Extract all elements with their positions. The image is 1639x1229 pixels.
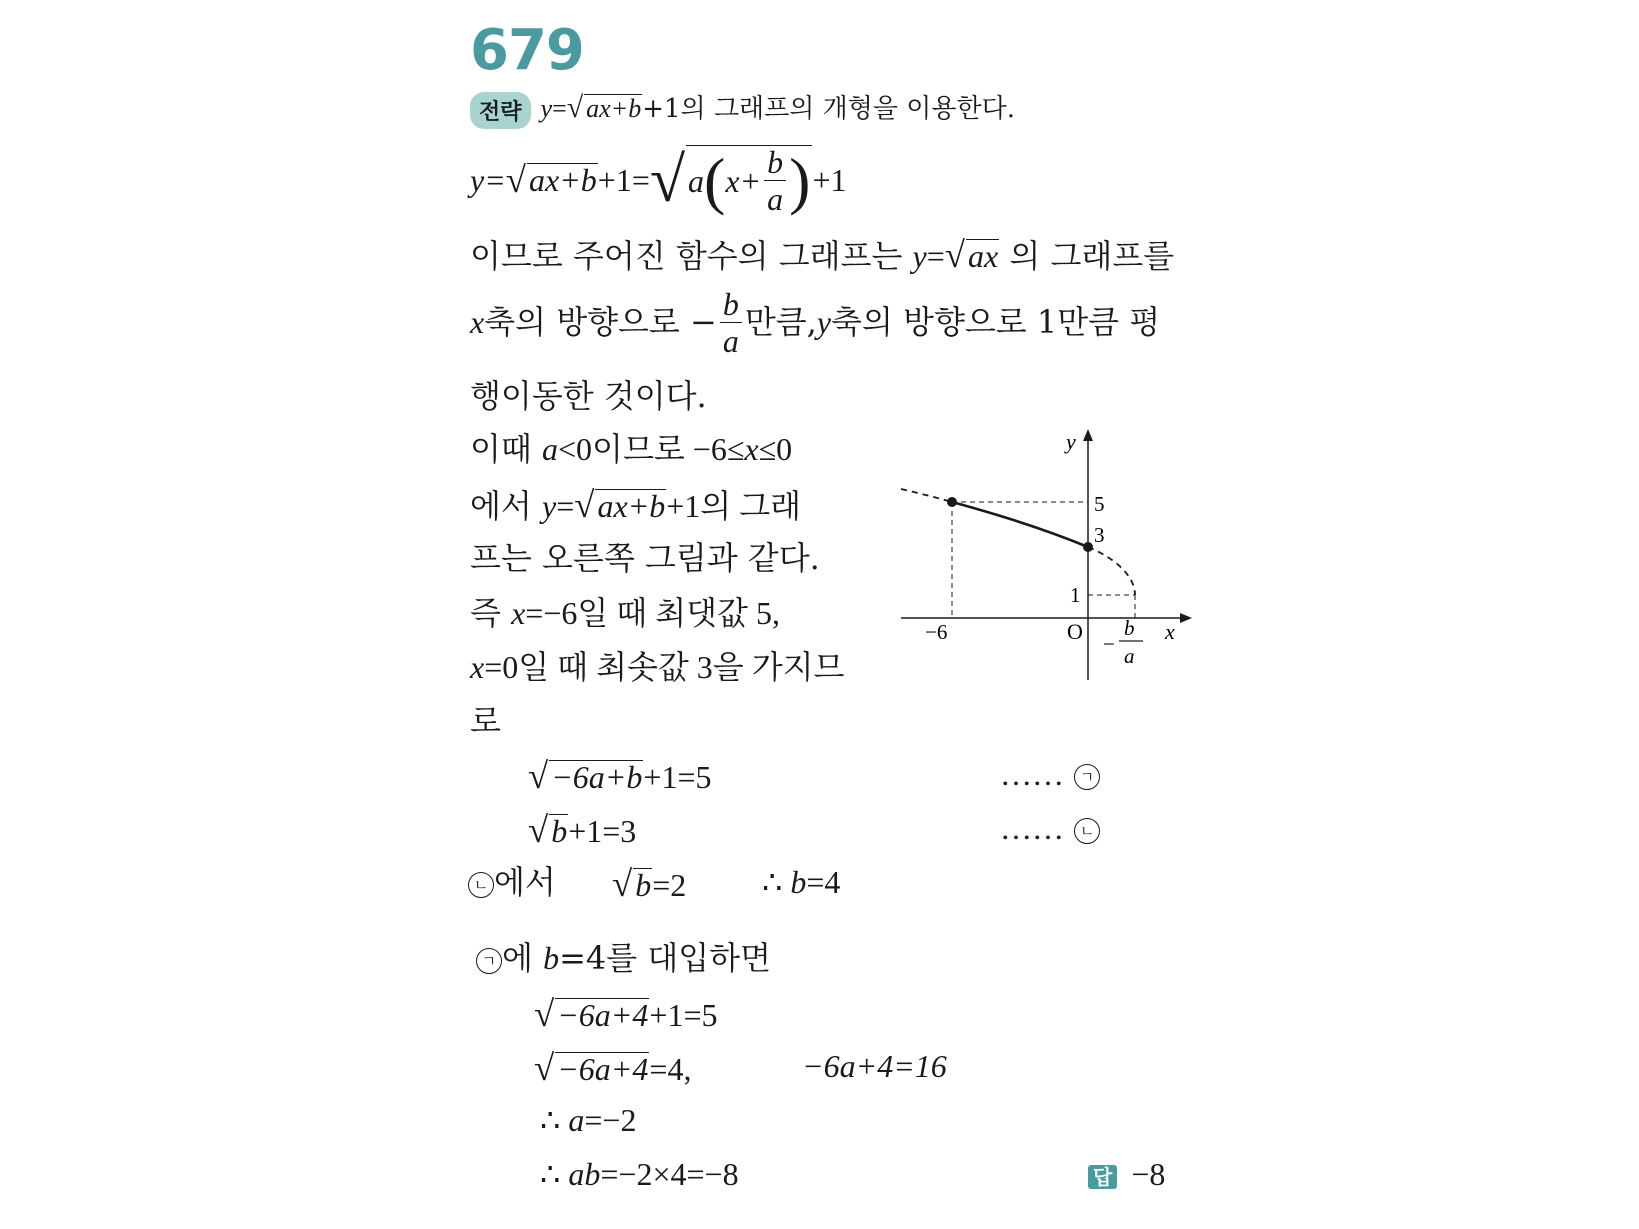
tick-5: 5	[1094, 492, 1105, 516]
strategy-line: 전략 y=√ ax+b+1의 그래프의 개형을 이용한다.	[470, 88, 1015, 129]
equation-5: √−6a+4+1=5	[534, 993, 718, 1034]
equation-1-label: …… ㄱ	[1000, 758, 1100, 790]
tick-3: 3	[1094, 523, 1105, 547]
equation-line-1: y= √ ax+b +1= √ a ( x+ $\frac{b}{a}$ ) +1	[470, 144, 847, 217]
equation-3: ㄴ 에서	[468, 866, 556, 898]
tick-1: 1	[1070, 583, 1081, 607]
curve-solid	[952, 502, 1088, 547]
tick-neg6: −6	[925, 620, 948, 644]
text-line-10: 로	[470, 702, 501, 740]
equation-7: ∴ a=−2	[540, 1102, 637, 1138]
function-graph	[895, 425, 1195, 690]
curve-extension-left	[901, 489, 952, 502]
answer-badge: 답	[1088, 1165, 1117, 1189]
answer-value: −8	[1131, 1156, 1166, 1192]
equation-2-label: …… ㄴ	[1000, 812, 1100, 844]
fraction-b-over-a: $\frac{b}{a}$	[764, 146, 786, 215]
x-axis-label-below: x	[1165, 619, 1175, 644]
text-line-8: 즉 x=−6일 때 최댓값 5,	[470, 594, 780, 632]
equation-8: ∴ ab=−2×4=−8	[540, 1156, 739, 1192]
fraction-b-over-a-shift: $\frac{b}{a}$	[720, 288, 742, 357]
text-line-5: 이때 a<0이므로 −6≤x≤0	[470, 430, 793, 468]
origin-label: O	[1067, 619, 1083, 644]
problem-number: 679	[470, 18, 584, 83]
vertex-den: a	[1124, 644, 1135, 668]
equation-3-result: ∴ b=4	[762, 864, 841, 900]
equation-4: ㄱ 에 b=4를 대입하면	[476, 942, 771, 974]
vertex-num: b	[1124, 616, 1135, 640]
point-min	[1083, 542, 1093, 552]
y-axis-arrow	[1083, 429, 1093, 441]
equation-3-root: √b=2	[612, 863, 687, 904]
text-line-3: x 축의 방향으로 − $\frac{b}{a}$ 만큼, y 축의 방향으로 1만큼 평	[470, 285, 1161, 359]
equation-6-rhs: −6a+4=16	[802, 1048, 947, 1084]
equation-2: √b+1=3	[528, 809, 637, 850]
text-line-4: 행이동한 것이다.	[470, 377, 707, 415]
big-radical: a ( x+ $\frac{b}{a}$ )	[688, 144, 811, 217]
equation-1: √−6a+b+1=5	[528, 755, 712, 796]
curve-extension-right	[1088, 547, 1135, 595]
y-axis-label: y	[1066, 429, 1076, 454]
text-line-7: 프는 오른쪽 그림과 같다.	[470, 539, 820, 577]
answer	[1088, 1158, 1165, 1190]
strategy-badge: 전략	[470, 92, 531, 129]
vertex-minus: −	[1103, 632, 1115, 656]
text-line-9: x=0일 때 최솟값 3을 가지므	[470, 649, 845, 685]
text-line-6: 에서 y=√ax+b+1의 그래	[470, 484, 802, 525]
x-axis-arrow	[1180, 613, 1192, 623]
point-max	[947, 497, 957, 507]
equation-6: √−6a+4=4,	[534, 1047, 692, 1088]
text-line-2: 이므로 주어진 함수의 그래프는 y=√ax 의 그래프를	[470, 234, 1175, 275]
